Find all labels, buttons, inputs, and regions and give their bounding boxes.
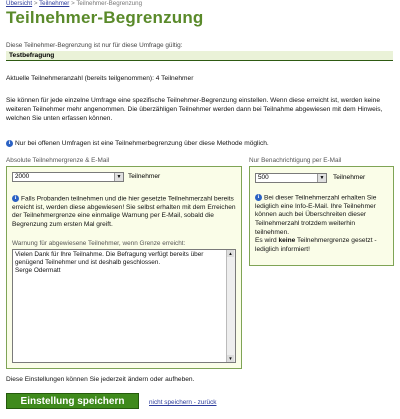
info-icon: i bbox=[255, 194, 262, 201]
right-panel-label: Nur Benachrichtigung per E-Mail bbox=[249, 157, 342, 164]
info-icon: i bbox=[12, 195, 19, 202]
notification-info-line: Teilnehmergrenze gesetzt - lediglich informiert! bbox=[255, 237, 377, 253]
warning-textarea-label: Warnung für abgewiesene Teilnehmer, wenn Grenze erreicht: bbox=[12, 240, 186, 247]
breadcrumb-participants-link[interactable]: Teilnehmer bbox=[39, 0, 70, 7]
breadcrumb-separator: > bbox=[69, 0, 77, 7]
breadcrumb-overview-link[interactable]: Übersicht bbox=[6, 0, 33, 7]
notification-info-bold: keine bbox=[278, 237, 296, 245]
chevron-down-icon[interactable]: ▼ bbox=[317, 174, 326, 182]
breadcrumb-separator: > bbox=[32, 0, 40, 7]
breadcrumb bbox=[6, 0, 142, 7]
notification-info-text: Bei dieser Teilnehmerzahl erhalten Sie lediglich eine Info-E-Mail. Ihre Teilnehmer können auch bei Überschreiten dieser Teilnehmerzahl trotzdem weiterhin teilnehmen. bbox=[255, 194, 377, 236]
current-count: Aktuelle Teilnehmeranzahl (bereits teilgenommen): 4 Teilnehmer bbox=[6, 75, 194, 82]
open-survey-note bbox=[6, 139, 269, 148]
left-panel-label: Absolute Teilnehmergrenze & E-Mail bbox=[6, 157, 110, 164]
absolute-limit-value: 2000 bbox=[15, 173, 30, 180]
warning-message-textarea[interactable] bbox=[12, 249, 236, 363]
survey-name-bar bbox=[6, 51, 393, 61]
textarea-scrollbar[interactable] bbox=[226, 250, 235, 362]
scroll-up-icon[interactable]: ▲ bbox=[228, 251, 233, 256]
absolute-limit-info bbox=[12, 195, 236, 230]
save-button[interactable]: Einstellung speichern bbox=[6, 393, 139, 409]
absolute-limit-info-text: Falls Probanden teilnehmen und die hier gesetzte Teilnehmerzahl bereits erreicht ist, werden diese abgewiesen! Sie selbst erhalten mit dem Erreichen der Teilnehmergrenze eine einmalige Warnung per E-Mail, sobald die Begrenzung zum ersten Mal greift. bbox=[12, 195, 236, 229]
chevron-down-icon[interactable]: ▼ bbox=[114, 173, 123, 181]
page-title: Teilnehmer-Begrenzung bbox=[6, 8, 204, 27]
absolute-limit-select[interactable] bbox=[12, 172, 124, 182]
footer-note: Diese Einstellungen können Sie jederzeit ändern oder aufheben. bbox=[6, 376, 195, 383]
notification-info-line: Es wird bbox=[255, 237, 279, 245]
info-icon: i bbox=[6, 140, 13, 147]
breadcrumb-current: Teilnehmer-Begrenzung bbox=[76, 0, 143, 7]
open-note-text: Nur bei offenen Umfragen ist eine Teilnehmerbegrenzung über diese Methode möglich. bbox=[15, 140, 269, 147]
notification-info bbox=[255, 194, 389, 254]
absolute-limit-unit: Teilnehmer bbox=[128, 173, 161, 180]
notification-limit-unit: Teilnehmer bbox=[333, 174, 366, 181]
valid-note: Diese Teilnehmer-Begrenzung ist nur für diese Umfrage gültig: bbox=[6, 42, 183, 49]
textarea-line: Vielen Dank für Ihre Teilnahme. Die Befragung verfügt bereits über genügend Teilnehmer und ist deshalb geschlossen. bbox=[15, 251, 204, 266]
scroll-down-icon[interactable]: ▼ bbox=[228, 356, 233, 361]
intro-text: Sie können für jede einzelne Umfrage eine spezifische Teilnehmer-Begrenzung einstellen. Wenn diese erreicht ist, werden keine weiteren Teilnehmer mehr angenommen. Die überzähligen Teilnehmer werden dann bei Teilnahme abgewiesen mit dem Hinweis, welchen Sie unten erfassen können. bbox=[6, 97, 383, 122]
notification-limit-select[interactable] bbox=[255, 173, 327, 183]
notification-limit-value: 500 bbox=[258, 174, 269, 181]
textarea-line: Serge Odermatt bbox=[15, 267, 61, 274]
survey-name: Testbefragung bbox=[9, 52, 55, 59]
cancel-link[interactable]: nicht speichern - zurück bbox=[149, 399, 217, 406]
